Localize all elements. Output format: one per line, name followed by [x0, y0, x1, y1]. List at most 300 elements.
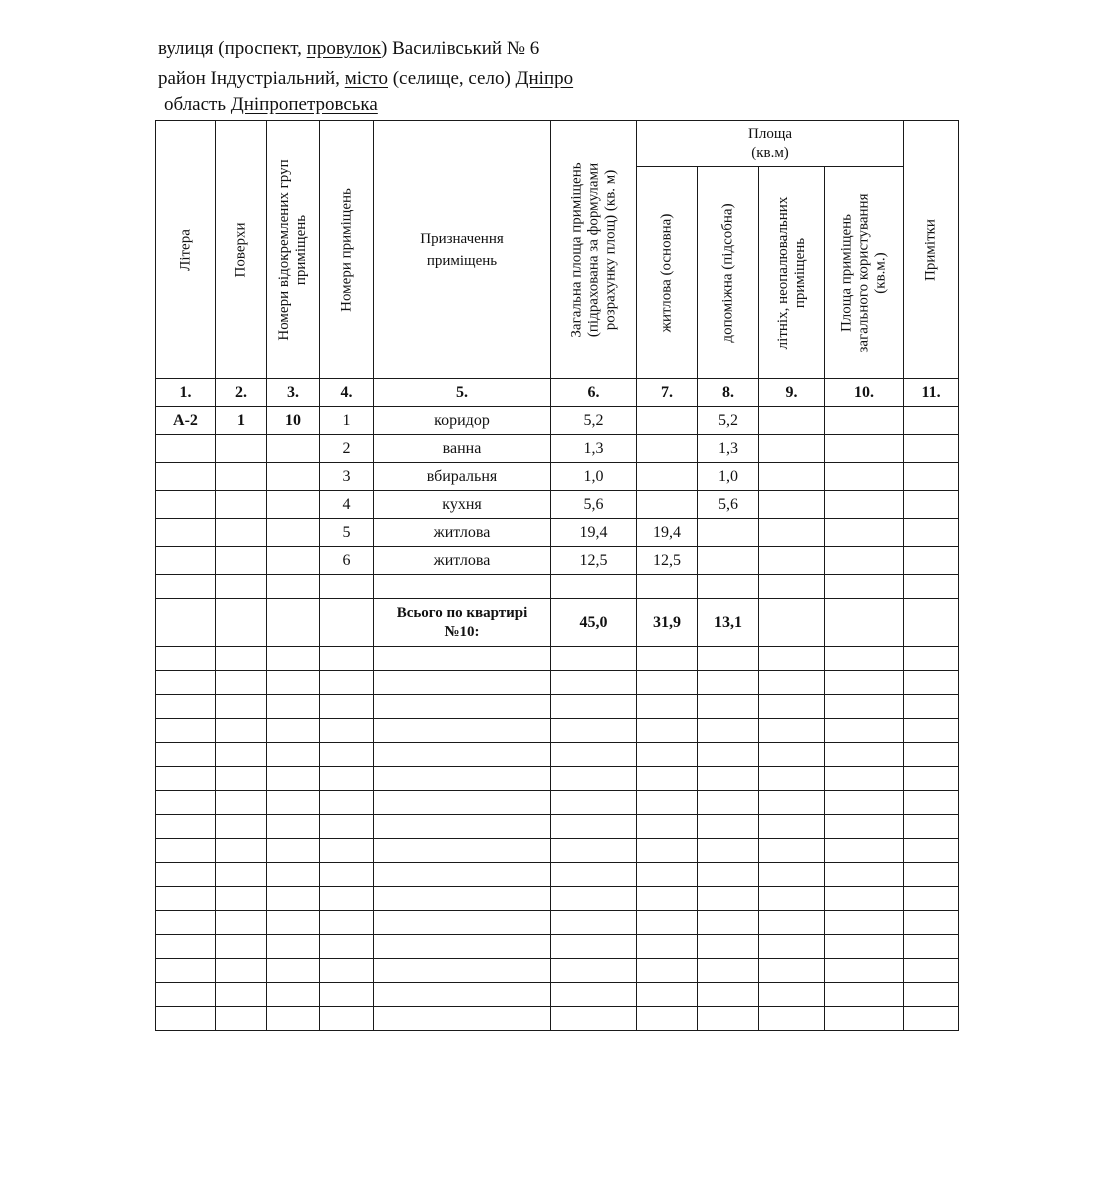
empty-cell [216, 719, 267, 743]
empty-cell [825, 911, 904, 935]
empty-cell [637, 839, 698, 863]
empty-cell [551, 815, 637, 839]
cell-common-area [825, 407, 904, 435]
cell-floor [216, 547, 267, 575]
col-litera-header: Літера [156, 121, 216, 379]
empty-cell [374, 647, 551, 671]
empty-cell [551, 983, 637, 1007]
empty-cell [759, 719, 825, 743]
empty-cell [904, 1007, 959, 1031]
empty-cell [551, 671, 637, 695]
empty-cell [698, 911, 759, 935]
empty-cell [156, 695, 216, 719]
total-cell-floor [216, 599, 267, 647]
empty-cell [698, 959, 759, 983]
empty-cell [759, 743, 825, 767]
empty-cell [551, 863, 637, 887]
empty-cell [320, 647, 374, 671]
empty-cell [320, 887, 374, 911]
cell-group: 10 [267, 407, 320, 435]
empty-cell [216, 671, 267, 695]
cell-notes [904, 491, 959, 519]
empty-cell [374, 1007, 551, 1031]
table-row [156, 547, 959, 575]
empty-cell [825, 695, 904, 719]
empty-cell [904, 575, 959, 599]
empty-cell [759, 863, 825, 887]
column-number: 10. [825, 379, 904, 407]
city-name: Дніпро [515, 68, 574, 89]
cell-living-area: 12,5 [637, 547, 698, 575]
column-number: 5. [374, 379, 551, 407]
total-row [156, 599, 959, 647]
cell-room-number: 1 [320, 407, 374, 435]
empty-cell [637, 911, 698, 935]
empty-cell [156, 983, 216, 1007]
cell-group [267, 435, 320, 463]
cell-notes [904, 435, 959, 463]
cell-litera [156, 519, 216, 547]
cell-purpose: житлова [374, 519, 551, 547]
cell-floor [216, 435, 267, 463]
empty-cell [267, 647, 320, 671]
empty-cell [551, 1007, 637, 1031]
empty-cell [825, 863, 904, 887]
empty-row [156, 959, 959, 983]
empty-cell [904, 983, 959, 1007]
empty-cell [904, 767, 959, 791]
empty-cell [267, 719, 320, 743]
cell-summer-area [759, 435, 825, 463]
empty-cell [825, 575, 904, 599]
empty-cell [698, 1007, 759, 1031]
empty-cell [759, 815, 825, 839]
empty-cell [698, 839, 759, 863]
empty-row [156, 719, 959, 743]
empty-cell [156, 791, 216, 815]
empty-cell [637, 575, 698, 599]
cell-room-number: 4 [320, 491, 374, 519]
empty-cell [904, 839, 959, 863]
empty-cell [374, 863, 551, 887]
empty-cell [216, 695, 267, 719]
column-number: 4. [320, 379, 374, 407]
empty-row [156, 983, 959, 1007]
empty-cell [216, 815, 267, 839]
empty-cell [637, 767, 698, 791]
cell-floor [216, 463, 267, 491]
cell-purpose: житлова [374, 547, 551, 575]
empty-cell [374, 791, 551, 815]
cell-room-number: 2 [320, 435, 374, 463]
col-floors-header: Поверхи [216, 121, 267, 379]
empty-cell [156, 959, 216, 983]
column-number: 1. [156, 379, 216, 407]
street-label: вулиця (проспект, [158, 38, 307, 59]
empty-row [156, 671, 959, 695]
total-cell-common-area [825, 599, 904, 647]
col-rooms-header: Номери приміщень [320, 121, 374, 379]
col-common-header: Площа приміщень загального користування (кв.м.) [825, 167, 904, 379]
empty-cell [267, 791, 320, 815]
column-number: 6. [551, 379, 637, 407]
empty-cell [216, 575, 267, 599]
empty-cell [825, 983, 904, 1007]
cell-total-area: 1,3 [551, 435, 637, 463]
table-row [156, 463, 959, 491]
empty-cell [156, 911, 216, 935]
empty-cell [267, 887, 320, 911]
empty-cell [374, 767, 551, 791]
empty-cell [698, 983, 759, 1007]
cell-floor: 1 [216, 407, 267, 435]
total-label-line2: №10: [444, 623, 480, 640]
empty-cell [320, 839, 374, 863]
empty-row [156, 911, 959, 935]
cell-total-area: 5,2 [551, 407, 637, 435]
empty-cell [698, 575, 759, 599]
cell-notes [904, 519, 959, 547]
empty-cell [374, 935, 551, 959]
cell-auxiliary-area: 5,6 [698, 491, 759, 519]
empty-cell [374, 983, 551, 1007]
cell-common-area [825, 435, 904, 463]
cell-notes [904, 463, 959, 491]
column-number: 9. [759, 379, 825, 407]
empty-cell [698, 695, 759, 719]
district-label: район Індустріальний, [158, 68, 345, 89]
city-type: місто [344, 68, 388, 89]
empty-cell [825, 935, 904, 959]
empty-cell [216, 935, 267, 959]
empty-cell [759, 983, 825, 1007]
total-cell-summer-area [759, 599, 825, 647]
table-row [156, 519, 959, 547]
col-purpose-header: Призначення приміщень [374, 121, 551, 379]
empty-cell [759, 695, 825, 719]
district-line [158, 64, 573, 94]
cell-summer-area [759, 491, 825, 519]
empty-cell [759, 887, 825, 911]
empty-cell [698, 863, 759, 887]
cell-summer-area [759, 463, 825, 491]
empty-cell [320, 959, 374, 983]
empty-cell [156, 815, 216, 839]
empty-cell [825, 647, 904, 671]
cell-living-area [637, 435, 698, 463]
table-row [156, 435, 959, 463]
empty-cell [904, 791, 959, 815]
empty-cell [551, 887, 637, 911]
empty-cell [825, 887, 904, 911]
cell-summer-area [759, 519, 825, 547]
empty-cell [637, 983, 698, 1007]
street-name: ) Василівський № 6 [381, 38, 540, 59]
empty-cell [904, 863, 959, 887]
column-numbers-row [156, 379, 959, 407]
empty-cell [267, 671, 320, 695]
cell-notes [904, 407, 959, 435]
cell-summer-area [759, 407, 825, 435]
table-row [156, 491, 959, 519]
empty-cell [637, 1007, 698, 1031]
empty-row [156, 695, 959, 719]
header-row-top [156, 121, 959, 167]
empty-cell [320, 1007, 374, 1031]
empty-cell [374, 719, 551, 743]
col-notes-header: Примітки [904, 121, 959, 379]
total-cell-auxiliary-area: 13,1 [698, 599, 759, 647]
cell-floor [216, 519, 267, 547]
empty-cell [156, 743, 216, 767]
empty-cell [551, 719, 637, 743]
empty-cell [551, 911, 637, 935]
cell-auxiliary-area: 5,2 [698, 407, 759, 435]
empty-cell [825, 1007, 904, 1031]
cell-purpose: коридор [374, 407, 551, 435]
empty-cell [551, 743, 637, 767]
empty-cell [320, 815, 374, 839]
empty-cell [216, 839, 267, 863]
empty-cell [374, 911, 551, 935]
cell-total-area: 19,4 [551, 519, 637, 547]
empty-row [156, 791, 959, 815]
col-living-header: житлова (основна) [637, 167, 698, 379]
empty-cell [267, 767, 320, 791]
empty-cell [698, 767, 759, 791]
col-groups-header: Номери відокремлених груп приміщень [267, 121, 320, 379]
empty-cell [759, 839, 825, 863]
empty-cell [904, 887, 959, 911]
empty-row [156, 815, 959, 839]
empty-cell [637, 743, 698, 767]
empty-cell [698, 887, 759, 911]
cell-auxiliary-area [698, 519, 759, 547]
empty-cell [551, 935, 637, 959]
empty-cell [825, 719, 904, 743]
empty-cell [551, 839, 637, 863]
cell-total-area: 12,5 [551, 547, 637, 575]
empty-cell [320, 575, 374, 599]
table-row [156, 407, 959, 435]
empty-cell [374, 695, 551, 719]
cell-living-area: 19,4 [637, 519, 698, 547]
empty-cell [320, 671, 374, 695]
cell-room-number: 3 [320, 463, 374, 491]
col-summer-header: літніх, неопалювальних приміщень [759, 167, 825, 379]
empty-cell [759, 575, 825, 599]
empty-cell [637, 695, 698, 719]
cell-group [267, 463, 320, 491]
empty-cell [904, 911, 959, 935]
cell-auxiliary-area: 1,0 [698, 463, 759, 491]
empty-cell [320, 743, 374, 767]
cell-living-area [637, 491, 698, 519]
col-auxiliary-header: допоміжна (підсобна) [698, 167, 759, 379]
total-cell-purpose [374, 599, 551, 647]
empty-row [156, 839, 959, 863]
empty-cell [216, 647, 267, 671]
empty-cell [698, 743, 759, 767]
empty-cell [374, 815, 551, 839]
empty-cell [156, 575, 216, 599]
empty-cell [825, 959, 904, 983]
empty-row [156, 1007, 959, 1031]
cell-auxiliary-area: 1,3 [698, 435, 759, 463]
empty-cell [904, 671, 959, 695]
empty-cell [156, 863, 216, 887]
empty-cell [825, 791, 904, 815]
empty-row [156, 887, 959, 911]
city-mid: (селище, село) [387, 68, 516, 89]
empty-cell [825, 815, 904, 839]
cell-litera [156, 491, 216, 519]
total-label-line1: Всього по квартирі [396, 604, 528, 621]
empty-cell [216, 743, 267, 767]
empty-cell [267, 911, 320, 935]
empty-cell [267, 983, 320, 1007]
column-number: 2. [216, 379, 267, 407]
empty-cell [216, 791, 267, 815]
empty-cell [825, 743, 904, 767]
cell-common-area [825, 547, 904, 575]
empty-cell [156, 887, 216, 911]
cell-common-area [825, 519, 904, 547]
street-line [158, 34, 573, 64]
empty-cell [637, 863, 698, 887]
cell-summer-area [759, 547, 825, 575]
empty-cell [825, 767, 904, 791]
empty-cell [267, 695, 320, 719]
empty-cell [216, 767, 267, 791]
cell-living-area [637, 407, 698, 435]
empty-cell [156, 839, 216, 863]
table-body [156, 407, 959, 1031]
empty-cell [374, 839, 551, 863]
cell-auxiliary-area [698, 547, 759, 575]
rooms-table [155, 120, 959, 1031]
cell-floor [216, 491, 267, 519]
total-cell-living-area: 31,9 [637, 599, 698, 647]
address-block [158, 34, 573, 116]
cell-litera: А-2 [156, 407, 216, 435]
empty-cell [374, 959, 551, 983]
total-cell-room-number [320, 599, 374, 647]
cell-group [267, 519, 320, 547]
total-cell-total-area: 45,0 [551, 599, 637, 647]
empty-cell [904, 647, 959, 671]
empty-row [156, 743, 959, 767]
empty-cell [698, 719, 759, 743]
total-cell-notes [904, 599, 959, 647]
empty-cell [759, 935, 825, 959]
empty-cell [156, 719, 216, 743]
empty-cell [267, 575, 320, 599]
empty-cell [267, 959, 320, 983]
empty-cell [216, 959, 267, 983]
cell-group [267, 491, 320, 519]
cell-group [267, 547, 320, 575]
empty-cell [320, 935, 374, 959]
column-number: 7. [637, 379, 698, 407]
cell-common-area [825, 491, 904, 519]
empty-cell [759, 911, 825, 935]
empty-row [156, 935, 959, 959]
total-cell-litera [156, 599, 216, 647]
empty-cell [637, 959, 698, 983]
empty-cell [320, 863, 374, 887]
cell-total-area: 1,0 [551, 463, 637, 491]
cell-litera [156, 463, 216, 491]
cell-room-number: 5 [320, 519, 374, 547]
empty-cell [904, 743, 959, 767]
cell-notes [904, 547, 959, 575]
empty-cell [267, 815, 320, 839]
empty-cell [216, 1007, 267, 1031]
empty-cell [551, 695, 637, 719]
cell-living-area [637, 463, 698, 491]
empty-cell [698, 815, 759, 839]
street-type: провулок [306, 38, 382, 59]
column-number: 3. [267, 379, 320, 407]
empty-cell [374, 575, 551, 599]
empty-cell [637, 935, 698, 959]
empty-cell [320, 983, 374, 1007]
empty-cell [320, 767, 374, 791]
column-number: 8. [698, 379, 759, 407]
empty-cell [156, 671, 216, 695]
empty-row [156, 863, 959, 887]
area-group-header: Площа (кв.м) [637, 121, 904, 167]
empty-cell [904, 719, 959, 743]
empty-cell [904, 935, 959, 959]
cell-room-number: 6 [320, 547, 374, 575]
empty-cell [320, 719, 374, 743]
empty-cell [216, 911, 267, 935]
empty-cell [759, 959, 825, 983]
cell-common-area [825, 463, 904, 491]
empty-cell [267, 839, 320, 863]
empty-cell [156, 647, 216, 671]
empty-cell [267, 743, 320, 767]
cell-total-area: 5,6 [551, 491, 637, 519]
empty-cell [698, 791, 759, 815]
empty-cell [904, 695, 959, 719]
empty-cell [156, 935, 216, 959]
cell-litera [156, 547, 216, 575]
empty-cell [904, 959, 959, 983]
empty-cell [320, 695, 374, 719]
empty-cell [637, 671, 698, 695]
empty-cell [551, 959, 637, 983]
empty-cell [156, 1007, 216, 1031]
empty-cell [267, 863, 320, 887]
cell-purpose: вбиральня [374, 463, 551, 491]
empty-cell [320, 791, 374, 815]
empty-cell [759, 647, 825, 671]
empty-row [156, 767, 959, 791]
cell-purpose: кухня [374, 491, 551, 519]
empty-cell [637, 791, 698, 815]
region-name: Дніпропетровська [230, 94, 378, 115]
empty-cell [759, 767, 825, 791]
empty-cell [551, 767, 637, 791]
empty-cell [216, 983, 267, 1007]
empty-cell [374, 743, 551, 767]
empty-cell [216, 887, 267, 911]
empty-cell [637, 647, 698, 671]
region-line [158, 94, 573, 116]
